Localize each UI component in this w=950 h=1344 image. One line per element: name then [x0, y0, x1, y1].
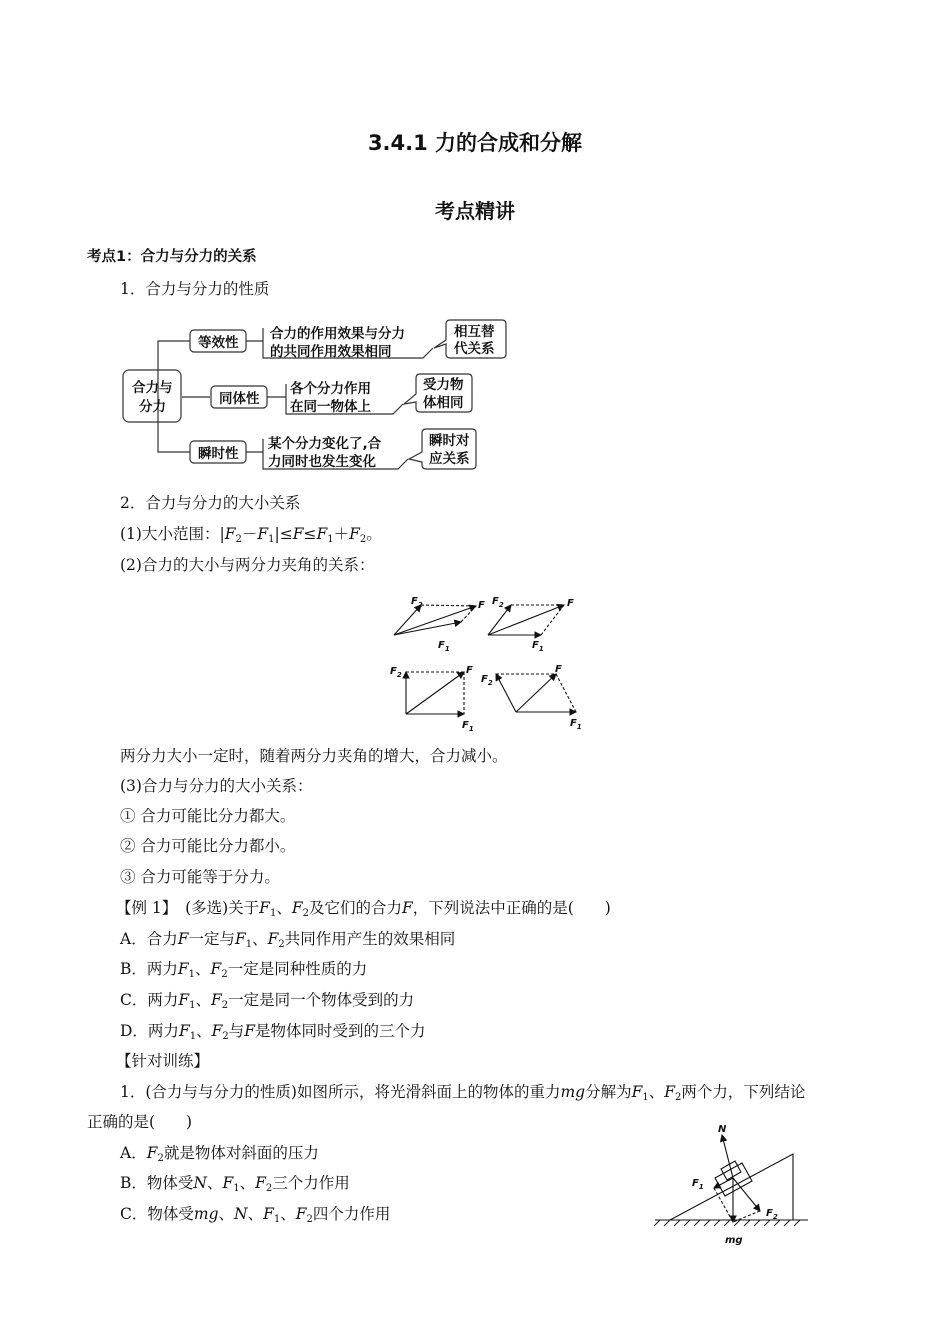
training-option-c: C．物体受mg、N、$F_1$、$F_2$四个力作用 [120, 1205, 391, 1225]
label-f-p4: F [555, 664, 562, 675]
branch-desc-2a: 各个分力作用 [290, 381, 371, 397]
result-3a: 瞬时对 [429, 433, 470, 449]
range-line: (1)大小范围：$|F_2-F_1|\le F\le F_1+F_2$。 [120, 525, 382, 545]
label-f1: $F_1$ [692, 1178, 704, 1191]
branch-desc-1a: 合力的作用效果与分力 [270, 326, 405, 342]
item-2-heading: 2．合力与分力的大小关系 [120, 494, 301, 512]
properties-diagram [118, 312, 518, 477]
label-f2-p3: $F_2$ [390, 666, 402, 679]
label-f2-p2: $F_2$ [492, 596, 504, 609]
example-1-option-b: B．两力$F_1$、$F_2$一定是同种性质的力 [120, 960, 368, 980]
kaodian-heading: 考点1：合力与分力的关系 [87, 249, 257, 265]
result-2b: 体相同 [423, 395, 464, 411]
conclusion-line: 两分力大小一定时，随着两分力夹角的增大，合力减小。 [120, 747, 508, 765]
label-mg: mg [725, 1235, 743, 1246]
label-n: N [718, 1124, 727, 1135]
branch-label-1: 等效性 [198, 335, 239, 351]
label-f2-p1: $F_2$ [411, 596, 423, 609]
result-2a: 受力物 [423, 377, 464, 393]
label-f-p3: F [466, 665, 473, 676]
label-f2: $F_2$ [766, 1208, 778, 1221]
result-1a: 相互替 [454, 324, 495, 340]
branch-desc-3a: 某个分力变化了,合 [268, 436, 382, 452]
label-f1-p3: $F_1$ [462, 720, 474, 732]
root-label-line1: 合力与 [132, 380, 173, 396]
training-option-b: B．物体受N、$F_1$、$F_2$三个力作用 [120, 1174, 350, 1194]
result-3b: 应关系 [429, 451, 470, 467]
section-title: 考点精讲 [435, 199, 515, 223]
training-heading: 【针对训练】 [116, 1052, 210, 1070]
training-q1-line1: 1．(合力与与分力的性质)如图所示，将光滑斜面上的物体的重力mg分解为$F_1$、$F_2$两个力，下列结论 [120, 1083, 806, 1103]
example-1-option-a: A．合力F一定与$F_1$、$F_2$共同作用产生的效果相同 [120, 930, 456, 950]
branch-desc-2b: 在同一物体上 [290, 399, 371, 415]
label-f2-p4: $F_2$ [481, 674, 493, 687]
label-f1-p2: $F_1$ [532, 640, 544, 653]
example-1-option-d: D．两力$F_1$、$F_2$与F是物体同时受到的三个力 [120, 1022, 426, 1042]
angle-relation-line: (2)合力的大小与两分力夹角的关系： [120, 556, 375, 574]
vector-figure [386, 590, 586, 732]
document-title: 3.4.1 力的合成和分解 [367, 131, 583, 155]
branch-label-2: 同体性 [219, 391, 260, 407]
training-q1-line2: 正确的是( ) [87, 1113, 193, 1131]
result-1b: 代关系 [454, 341, 495, 357]
label-f1-p1: $F_1$ [438, 640, 450, 653]
example-1-option-c: C．两力$F_1$、$F_2$一定是同一个物体受到的力 [120, 991, 415, 1011]
example-1-stem: 【例 1】 (多选)关于$F_1$、$F_2$及它们的合力F，下列说法中正确的是( ) [116, 899, 611, 919]
branch-label-3: 瞬时性 [198, 446, 239, 462]
item-1-heading: 1．合力与分力的性质 [120, 280, 270, 298]
label-f-p1: F [478, 600, 485, 611]
size-relation-line: (3)合力与分力的大小关系： [120, 777, 313, 795]
incline-figure [650, 1118, 815, 1248]
root-label-line2: 分力 [139, 399, 166, 415]
size-item-1: ① 合力可能比分力都大。 [120, 807, 296, 825]
label-f-p2: F [567, 598, 574, 609]
training-option-a: A．$F_2$就是物体对斜面的压力 [120, 1144, 319, 1164]
size-item-2: ② 合力可能比分力都小。 [120, 837, 296, 855]
branch-desc-1b: 的共同作用效果相同 [270, 344, 392, 360]
label-f1-p4: $F_1$ [570, 718, 582, 731]
branch-desc-3b: 力同时也发生变化 [268, 454, 376, 470]
size-item-3: ③ 合力可能等于分力。 [120, 868, 280, 886]
